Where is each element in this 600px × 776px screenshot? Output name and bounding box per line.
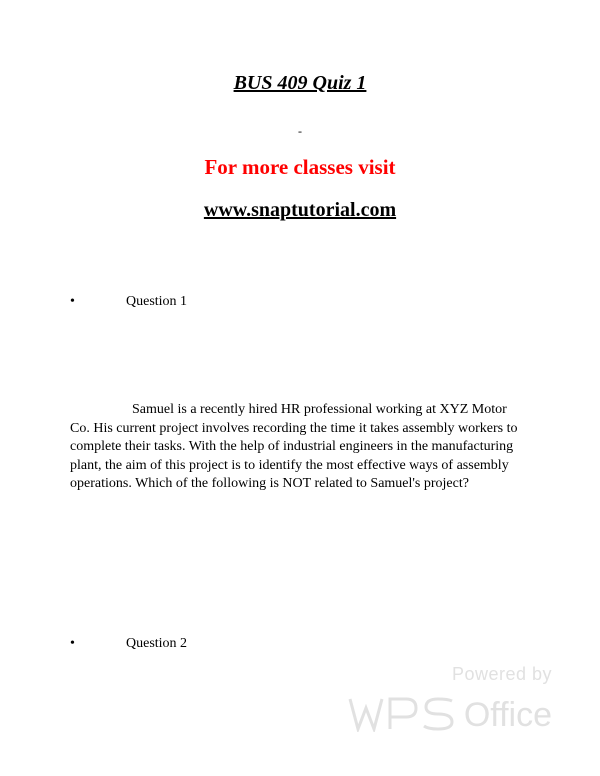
- powered-by-text: Powered by: [451, 664, 552, 684]
- bullet-icon: •: [70, 636, 75, 651]
- bullet-icon: •: [70, 294, 75, 309]
- question-1-label: Question 1: [126, 294, 188, 309]
- wps-office-logo: [348, 690, 552, 732]
- office-text: Office: [463, 696, 552, 734]
- question-1-text: Samuel is a recently hired HR professional working at XYZ Motor Co. His current project involves recording the time it takes assembly workers to complete their tasks. With the help of industrial engineers in the manufacturing plant, the aim of this project is to identify the most effective ways of assembly operations. Which of the following is NOT related to Samuel's project?: [70, 402, 518, 491]
- question-1-heading: [70, 294, 187, 310]
- question-2-heading: [70, 636, 187, 652]
- promo-text: For more classes visit: [204, 155, 396, 179]
- website-link[interactable]: www.snaptutorial.com: [203, 199, 397, 221]
- wps-office-watermark: [326, 664, 552, 738]
- document-title: BUS 409 Quiz 1: [233, 72, 367, 94]
- question-2-label: Question 2: [126, 636, 188, 651]
- wps-logo-icon: [348, 696, 458, 732]
- separator-dash: -: [298, 124, 302, 138]
